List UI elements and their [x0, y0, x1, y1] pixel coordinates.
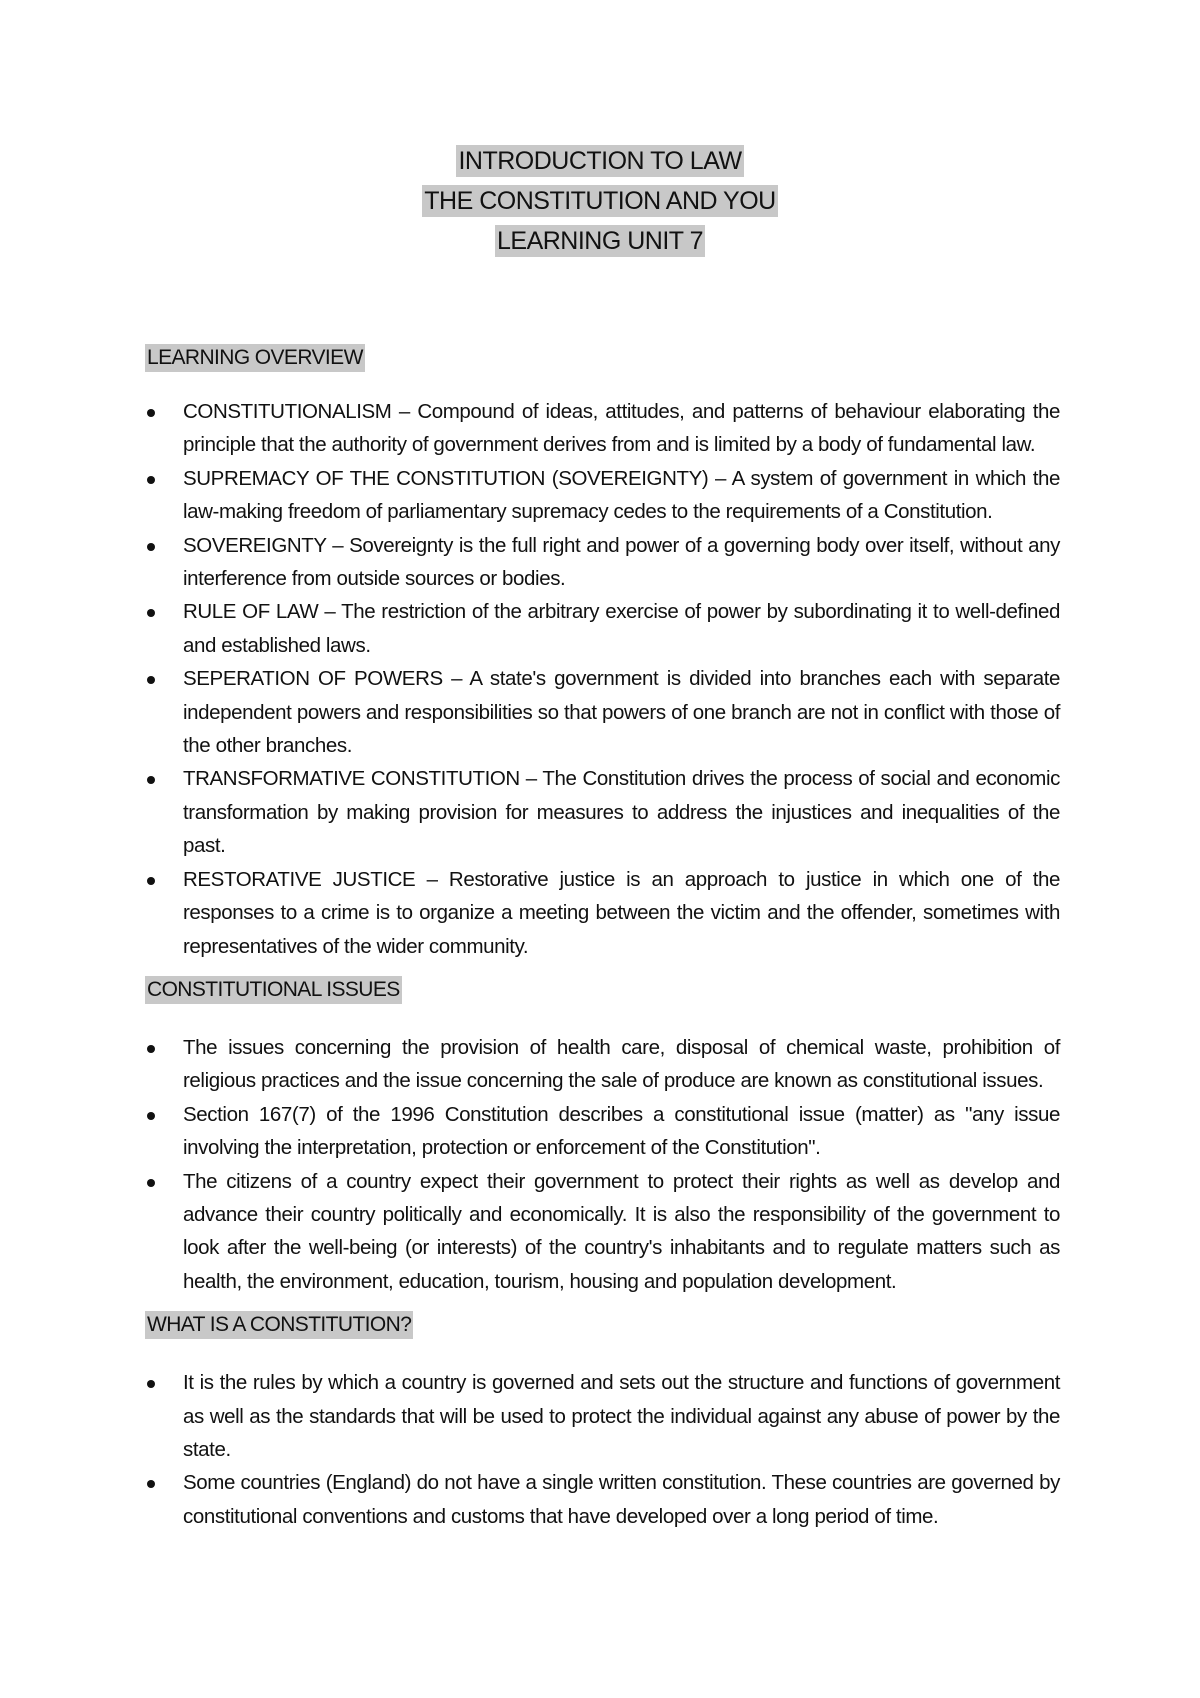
list-item: CONSTITUTIONALISM – Compound of ideas, attitudes, and patterns of behaviour elaborating the principle that the authority of government derives from and is limited by a body of fundamental law. — [145, 395, 1060, 462]
list-item: SOVEREIGNTY – Sovereignty is the full right and power of a governing body over itself, without any interference from outside sources or bodies. — [145, 529, 1060, 596]
title-unit: LEARNING UNIT 7 — [497, 227, 703, 255]
title-line-1 — [0, 146, 1200, 186]
list-item: The citizens of a country expect their government to protect their rights as well as develop and advance their country politically and economically. It is also the responsibility of the government to look after the well-being (or interests) of the country's inhabitants and to regulate matters such as health, the environment, education, tourism, housing and population development. — [145, 1165, 1060, 1299]
list-item: SEPERATION OF POWERS – A state's government is divided into branches each with separate independent powers and responsibilities so that powers of one branch are not in conflict with those of the other branches. — [145, 662, 1060, 762]
bullet-list — [145, 1031, 1060, 1298]
bullet-list — [145, 395, 1060, 963]
section-heading-text: LEARNING OVERVIEW — [145, 344, 365, 372]
title-line-3 — [0, 226, 1200, 266]
title-course: INTRODUCTION TO LAW — [458, 147, 742, 175]
list-item: The issues concerning the provision of health care, disposal of chemical waste, prohibition of religious practices and the issue concerning the sale of produce are known as constitutional issues. — [145, 1031, 1060, 1098]
list-item: Section 167(7) of the 1996 Constitution describes a constitutional issue (matter) as "any issue involving the interpretation, protection or enforcement of the Constitution". — [145, 1098, 1060, 1165]
title-block — [0, 146, 1200, 266]
section-heading-text: WHAT IS A CONSTITUTION? — [145, 1311, 413, 1339]
section-heading — [145, 975, 1060, 1005]
document-body — [145, 343, 1060, 1533]
list-item: Some countries (England) do not have a single written constitution. These countries are governed by constitutional conventions and customs that have developed over a long period of time. — [145, 1466, 1060, 1533]
section-heading — [145, 343, 1060, 373]
list-item: TRANSFORMATIVE CONSTITUTION – The Constitution drives the process of social and economic transformation by making provision for measures to address the injustices and inequalities of the past. — [145, 762, 1060, 862]
section-heading-text: CONSTITUTIONAL ISSUES — [145, 976, 402, 1004]
bullet-list — [145, 1366, 1060, 1533]
list-item: RESTORATIVE JUSTICE – Restorative justice is an approach to justice in which one of the responses to a crime is to organize a meeting between the victim and the offender, sometimes with representatives of the wider community. — [145, 863, 1060, 963]
section-learning-overview — [145, 343, 1060, 963]
list-item: RULE OF LAW – The restriction of the arbitrary exercise of power by subordinating it to well-defined and established laws. — [145, 595, 1060, 662]
section-what-is-a-constitution — [145, 1310, 1060, 1533]
title-topic: THE CONSTITUTION AND YOU — [424, 187, 776, 215]
title-line-2 — [0, 186, 1200, 226]
section-heading — [145, 1310, 1060, 1340]
section-constitutional-issues — [145, 975, 1060, 1298]
list-item: SUPREMACY OF THE CONSTITUTION (SOVEREIGNTY) – A system of government in which the law-making freedom of parliamentary supremacy cedes to the requirements of a Constitution. — [145, 462, 1060, 529]
list-item: It is the rules by which a country is governed and sets out the structure and functions of government as well as the standards that will be used to protect the individual against any abuse of power by the state. — [145, 1366, 1060, 1466]
